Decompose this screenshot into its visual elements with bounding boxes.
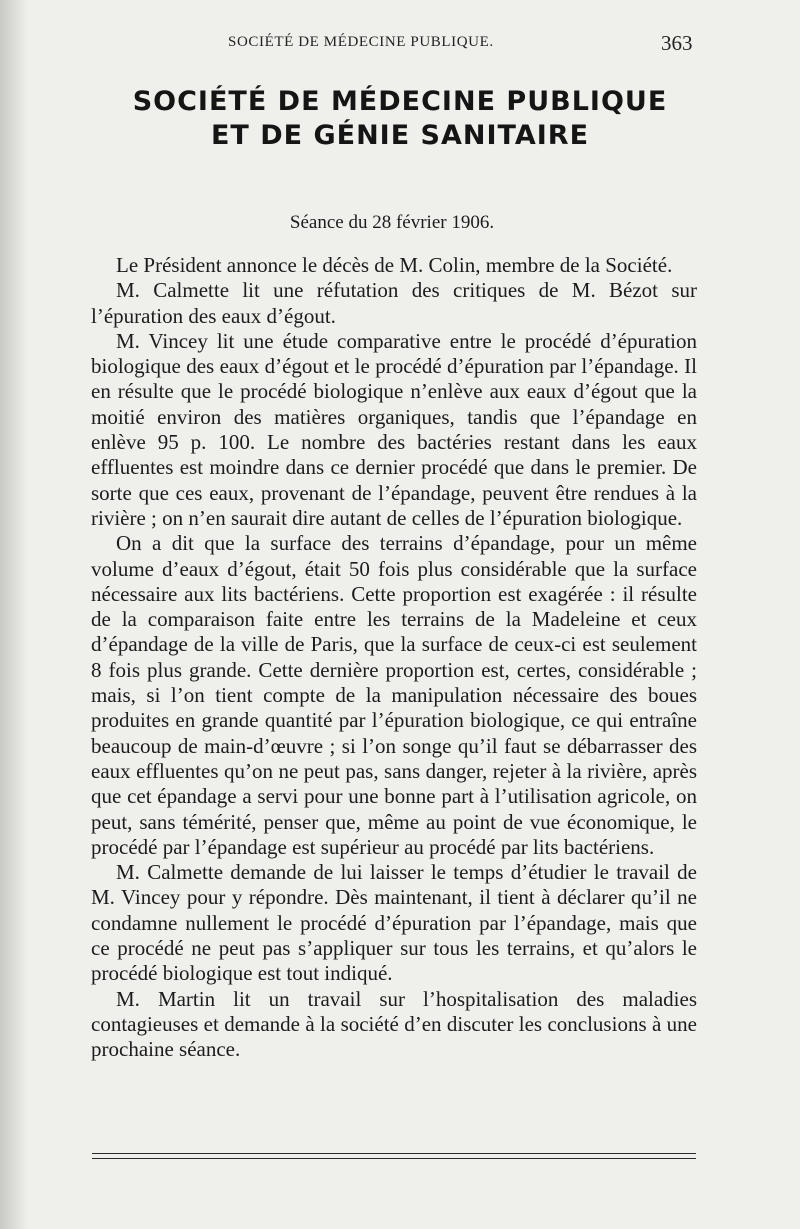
page-number: 363 <box>661 31 693 55</box>
society-title-line-2: ET DE GÉNIE SANITAIRE <box>210 120 590 151</box>
paragraph-vincey-study: M. Vincey lit une étude comparative entre le procédé d’épuration biologique des eaux d’égout et le procédé d’épuration par l’épandage. Il en résulte que le procédé biologique n’enlève aux eaux d’égout que la moitié environ des matières organiques, tandis que l’épandage en enlève 95 p. 100. Le nombre des bactéries restant dans les eaux effluentes est moindre dans ce dernier procédé que dans le premier. De sorte que ces eaux, provenant de l’épandage, peuvent être rendues à la rivière ; on n’en saurait dire autant de celles de l’épuration biologique. <box>91 328 697 530</box>
closing-rule-bottom <box>92 1158 696 1159</box>
running-head: SOCIÉTÉ DE MÉDECINE PUBLIQUE. <box>228 34 494 50</box>
paragraph-calmette-reply: M. Calmette demande de lui laisser le temps d’étudier le travail de M. Vincey pour y répondre. Dès maintenant, il tient à déclarer qu’il ne condamne nullement le procédé d’épuration par l’épandage, mais que ce procédé ne peut pas s’appliquer sur tous les terrains, et qu’alors le procédé biologique est tout indiqué. <box>91 860 697 986</box>
paragraph-calmette-refutation: M. Calmette lit une réfutation des critiques de M. Bézot sur l’épuration des eaux d’égout. <box>91 278 697 328</box>
paragraph-martin: M. Martin lit un travail sur l’hospitalisation des maladies contagieuses et demande à la société d’en discuter les conclusions à une prochaine séance. <box>91 986 697 1062</box>
paragraph-colin: Le Président annonce le décès de M. Colin, membre de la Société. <box>116 253 673 277</box>
session-date: Séance du 28 février 1906. <box>289 212 495 233</box>
body-text <box>91 253 697 1063</box>
society-title-line-1: SOCIÉTÉ DE MÉDECINE PUBLIQUE <box>132 86 668 117</box>
closing-rule-top <box>92 1153 696 1154</box>
page-edge-shadow <box>0 0 28 1229</box>
paragraph-surface-comparison: On a dit que la surface des terrains d’épandage, pour un même volume d’eaux d’égout, était 50 fois plus considérable que la surface nécessaire aux lits bactériens. Cette proportion est exagérée : il résulte de la comparaison faite entre les terrains de la Madeleine et ceux d’épandage de la ville de Paris, que la surface de ceux-ci est seulement 8 fois plus grande. Cette dernière proportion est, certes, considérable ; mais, si l’on tient compte de la manipulation nécessaire des boues produites en grande quantité par l’épuration biologique, ce qui entraîne beaucoup de main-d’œuvre ; si l’on songe qu’il faut se débarrasser des eaux effluentes qu’on ne peut pas, sans danger, rejeter à la rivière, après que cet épandage a servi pour une bonne part à l’utilisation agricole, on peut, sans témérité, penser que, même au point de vue économique, le procédé par l’épandage est supérieur au procédé par lits bactériens. <box>91 531 697 859</box>
